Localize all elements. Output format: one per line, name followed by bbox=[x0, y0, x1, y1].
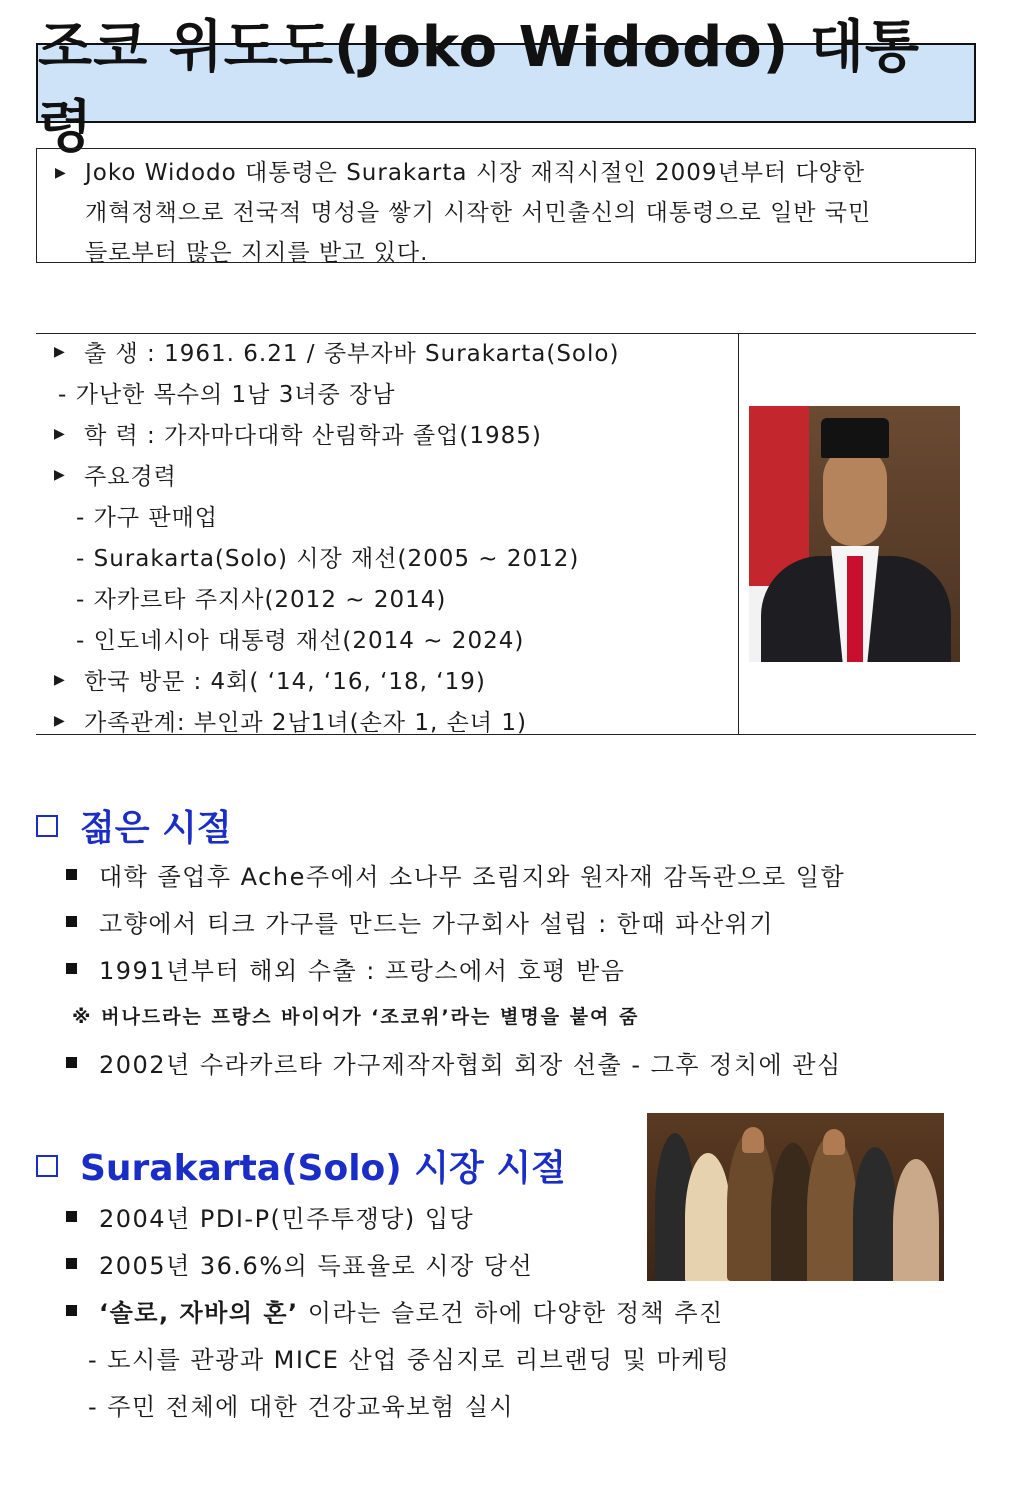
career-item: - 가구 판매업 bbox=[76, 505, 219, 531]
slogan: ‘솔로, 자바의 혼’ bbox=[99, 1299, 299, 1327]
list-item: 고향에서 티크 가구를 만드는 가구회사 설립 : 한때 파산위기 bbox=[99, 910, 775, 938]
page-title: 조코 위도도(Joko Widodo) 대통령 bbox=[38, 15, 920, 160]
triangle-bullet-icon: ▶ bbox=[54, 712, 66, 729]
square-bullet-icon bbox=[66, 1211, 77, 1222]
square-bullet-icon bbox=[66, 963, 77, 974]
list-item: 2005년 36.6%의 득표율로 시장 당선 bbox=[99, 1252, 534, 1280]
mayor-items bbox=[66, 1193, 731, 1428]
slogan-rest: 이라는 슬로건 하에 다양한 정책 추진 bbox=[298, 1299, 724, 1327]
triangle-bullet-icon: ▶ bbox=[55, 165, 67, 181]
career-item: - 자카르타 주지사(2012 ~ 2014) bbox=[76, 587, 447, 613]
square-bullet-icon bbox=[66, 1057, 77, 1068]
family-line: 가족관계: 부인과 2남1녀(손자 1, 손녀 1) bbox=[84, 710, 527, 736]
list-item: 2004년 PDI-P(민주투쟁당) 입당 bbox=[99, 1205, 475, 1233]
korea-visits-line: 한국 방문 : 4회( ‘14, ‘16, ‘18, ‘19) bbox=[84, 669, 486, 695]
triangle-bullet-icon: ▶ bbox=[54, 425, 66, 442]
title-box bbox=[36, 15, 976, 160]
section-heading-young bbox=[36, 800, 232, 851]
checkbox-square-icon bbox=[36, 1155, 58, 1177]
intro-text: Joko Widodo 대통령은 Surakarta 시장 재직시절인 2009년부터 다양한 개혁정책으로 전국적 명성을 쌓기 시작한 서민출신의 대통령으로 일반 국민 들로부터 많은 지지를 받고 있다. bbox=[85, 160, 872, 266]
section-title: 젊은 시절 bbox=[80, 808, 232, 849]
list-item: 2002년 수라카르타 가구제작자협회 회장 선출 - 그후 정치에 관심 bbox=[99, 1051, 842, 1079]
square-bullet-icon bbox=[66, 869, 77, 880]
checkbox-square-icon bbox=[36, 815, 58, 837]
young-items bbox=[66, 851, 845, 1086]
birth-note: - 가난한 목수의 1남 3녀중 장남 bbox=[58, 382, 396, 408]
list-item: - 도시를 관광과 MICE 산업 중심지로 리브랜딩 및 마케팅 bbox=[88, 1346, 731, 1374]
square-bullet-icon bbox=[66, 1258, 77, 1269]
intro-box bbox=[36, 148, 976, 266]
career-item: - 인도네시아 대통령 재선(2014 ~ 2024) bbox=[76, 628, 525, 654]
square-bullet-icon bbox=[66, 1305, 77, 1316]
square-bullet-icon bbox=[66, 916, 77, 927]
triangle-bullet-icon: ▶ bbox=[54, 343, 66, 360]
table-divider bbox=[738, 334, 739, 734]
section-title: Surakarta(Solo) 시장 시절 bbox=[80, 1148, 566, 1189]
career-heading: 주요경력 bbox=[84, 464, 177, 490]
list-item: - 주민 전체에 대한 건강교육보험 실시 bbox=[88, 1393, 515, 1421]
nickname-note: ※ 버나드라는 프랑스 바이어가 ‘조코위’라는 별명을 붙여 줌 bbox=[72, 1006, 640, 1028]
list-item: 1991년부터 해외 수출 : 프랑스에서 호평 받음 bbox=[99, 957, 626, 985]
career-item: - Surakarta(Solo) 시장 재선(2005 ~ 2012) bbox=[76, 546, 580, 572]
list-item: 대학 졸업후 Ache주에서 소나무 조림지와 원자재 감독관으로 일함 bbox=[99, 863, 846, 891]
education-line: 학 력 : 가자마다대학 산림학과 졸업(1985) bbox=[84, 423, 542, 449]
triangle-bullet-icon: ▶ bbox=[54, 466, 66, 483]
triangle-bullet-icon: ▶ bbox=[54, 671, 66, 688]
portrait-photo bbox=[749, 406, 960, 662]
section-heading-mayor bbox=[36, 1140, 566, 1191]
birth-line: 출 생 : 1961. 6.21 / 중부자바 Surakarta(Solo) bbox=[84, 341, 620, 367]
